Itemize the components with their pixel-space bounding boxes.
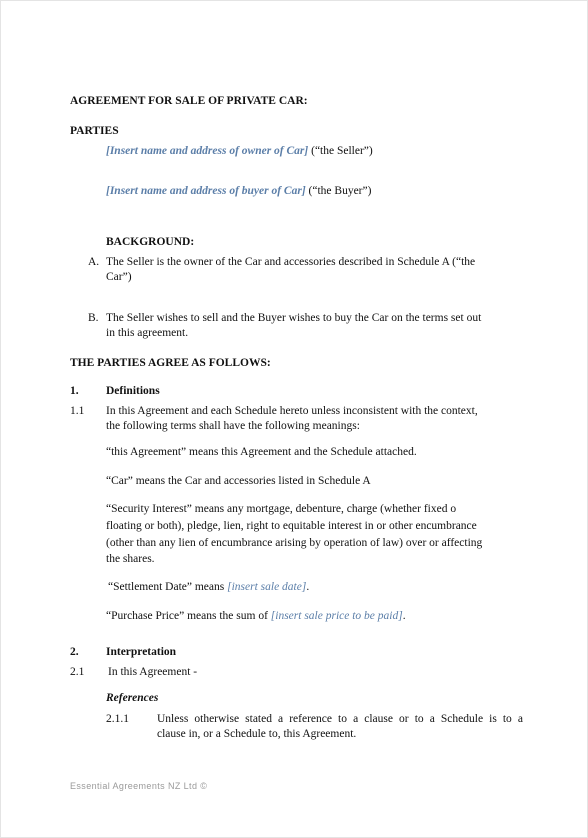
definition-security-line2: floating or both), pledge, lien, right to equitable interest in or other encumbrance	[106, 520, 477, 532]
agree-heading: THE PARTIES AGREE AS FOLLOWS:	[70, 357, 271, 369]
clause-1-1-number: 1.1	[70, 405, 85, 417]
clause-2-1-text: In this Agreement -	[108, 666, 198, 678]
definition-settlement-date	[108, 580, 309, 595]
price-placeholder: [insert sale price to be paid]	[270, 610, 403, 622]
settlement-prefix: “Settlement Date” means	[108, 581, 228, 593]
background-a-line2: Car”)	[106, 271, 132, 283]
clause-2-1-number: 2.1	[70, 666, 85, 678]
definition-car: “Car” means the Car and accessories listed in Schedule A	[106, 475, 371, 487]
settlement-suffix: .	[306, 581, 310, 593]
definition-security-line1: “Security Interest” means any mortgage, debenture, charge (whether fixed o	[106, 503, 457, 515]
clause-2-1-1-line2: clause in, or a Schedule to, this Agreement.	[157, 728, 357, 740]
section-2-number: 2.	[70, 646, 79, 658]
section-2-heading: Interpretation	[106, 646, 177, 658]
definition-purchase-price	[106, 609, 406, 624]
background-b-line2: in this agreement.	[106, 327, 189, 339]
definition-security-line3: (other than any lien of encumbrance arising by operation of law) over or affecting	[106, 537, 483, 549]
document-title: AGREEMENT FOR SALE OF PRIVATE CAR:	[70, 95, 308, 107]
clause-1-1-line2: the following terms shall have the following meanings:	[106, 420, 360, 432]
seller-label: (“the Seller”)	[308, 145, 373, 157]
buyer-label: (“the Buyer”)	[305, 185, 372, 197]
clause-1-1-line1: In this Agreement and each Schedule hereto unless inconsistent with the context,	[106, 405, 478, 417]
buyer-line	[106, 184, 371, 199]
background-b-marker: B.	[88, 312, 99, 324]
definition-security-line4: the shares.	[106, 553, 155, 565]
price-suffix: .	[402, 610, 406, 622]
footer-text: Essential Agreements NZ Ltd ©	[70, 781, 208, 791]
seller-placeholder: [Insert name and address of owner of Car]	[106, 145, 309, 157]
background-a-marker: A.	[88, 256, 100, 268]
section-1-number: 1.	[70, 385, 79, 397]
price-prefix: “Purchase Price” means the sum of	[106, 610, 271, 622]
background-heading: BACKGROUND:	[106, 236, 195, 248]
definition-this-agreement: “this Agreement” means this Agreement and the Schedule attached.	[106, 446, 417, 458]
settlement-placeholder: [insert sale date]	[227, 581, 307, 593]
section-1-heading: Definitions	[106, 385, 160, 397]
background-b-line1: The Seller wishes to sell and the Buyer wishes to buy the Car on the terms set out	[106, 312, 482, 324]
references-subheading: References	[106, 692, 159, 704]
parties-heading: PARTIES	[70, 125, 119, 137]
background-a-line1: The Seller is the owner of the Car and accessories described in Schedule A (“the	[106, 256, 476, 268]
clause-2-1-1-line1: Unless otherwise stated a reference to a clause or to a Schedule is to a	[157, 713, 523, 725]
clause-2-1-1-number: 2.1.1	[106, 713, 129, 725]
seller-line	[106, 144, 373, 159]
buyer-placeholder: [Insert name and address of buyer of Car]	[106, 185, 306, 197]
